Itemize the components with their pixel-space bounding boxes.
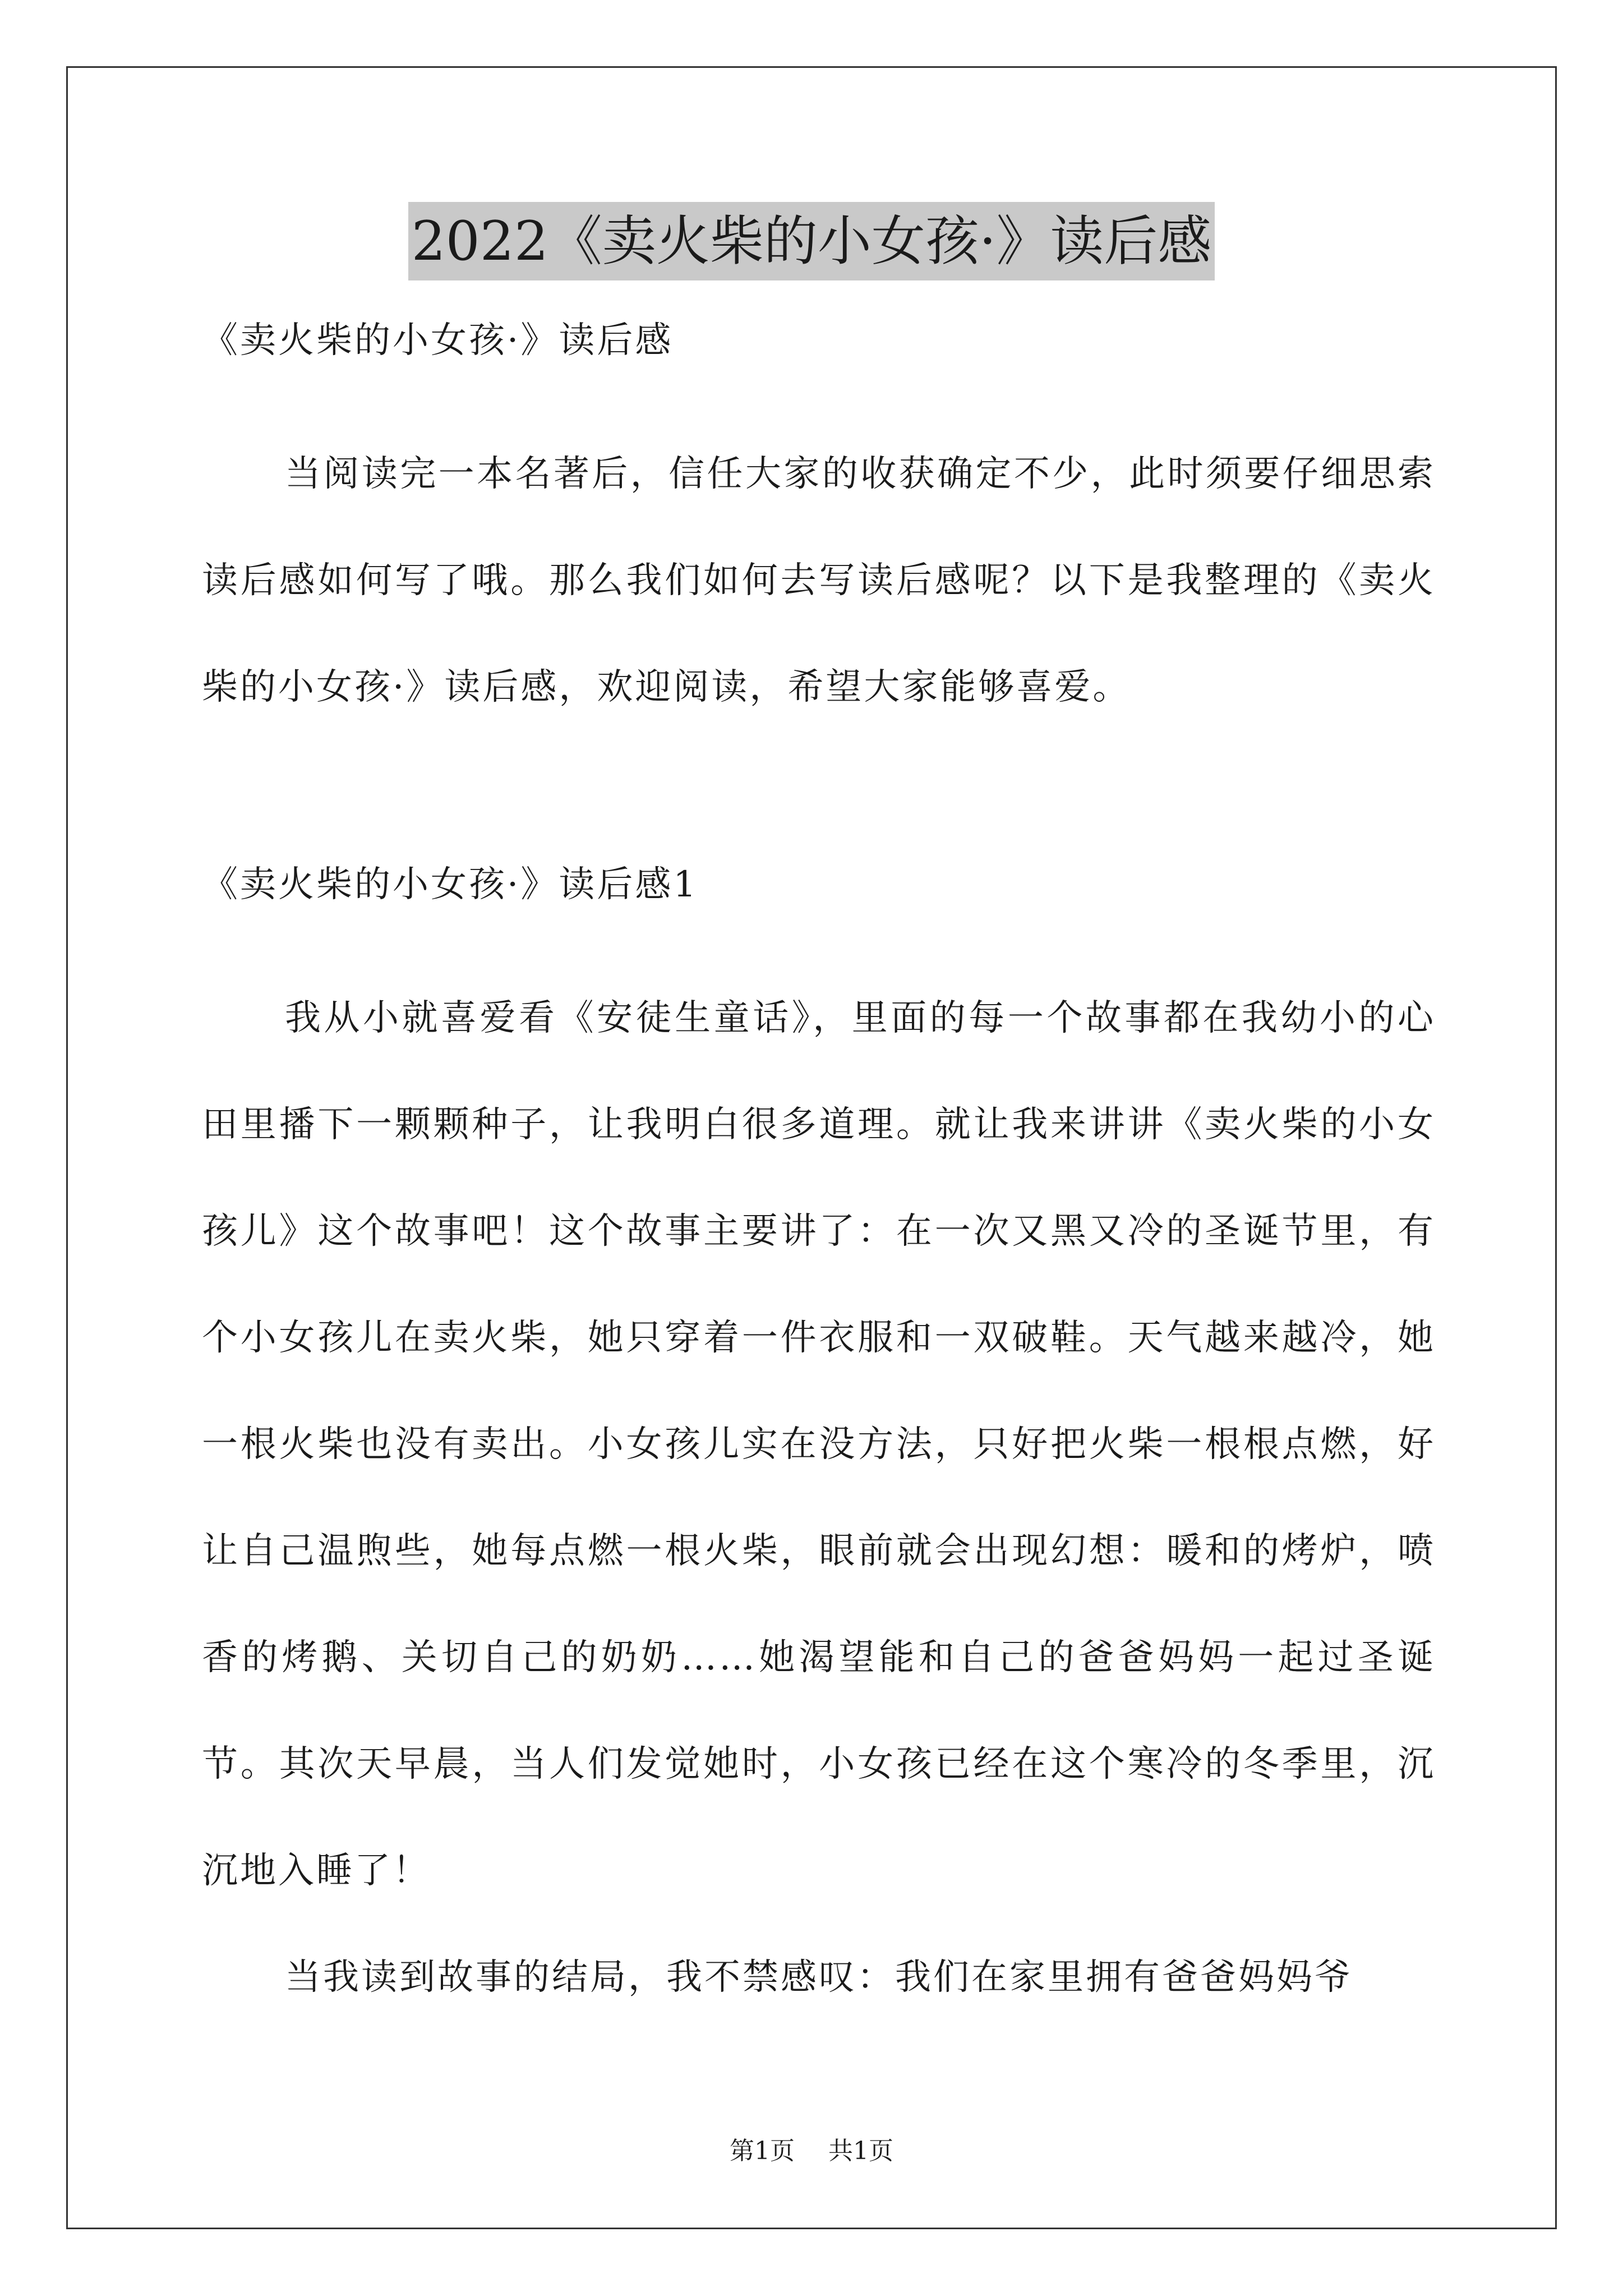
- section1-paragraph-2: 当我读到故事的结局，我不禁感叹：我们在家里拥有爸爸妈妈爷: [285, 1957, 1353, 1998]
- intro-heading: 《卖火柴的小女孩·》读后感: [202, 320, 674, 361]
- page-number-total: 共1页: [828, 2137, 893, 2165]
- intro-paragraph: 当阅读完一本名著后，信任大家的收获确定不少，此时须要仔细思索读后感如何写了哦。那么我们如何去写读后感呢？以下是我整理的《卖火柴的小女孩·》读后感，欢迎阅读，希望大家能够喜爱。: [202, 453, 1436, 708]
- section1-paragraph-1: 我从小就喜爱看《安徒生童话》，里面的每一个故事都在我幼小的心田里播下一颗颗种子，让我明白很多道理。就让我来讲讲《卖火柴的小女孩儿》这个故事吧！这个故事主要讲了：在一次又黑又冷的圣诞节里，有个小女孩儿在卖火柴，她只穿着一件衣服和一双破鞋。天气越来越冷，她一根火柴也没有卖出。小女孩儿实在没方法，只好把火柴一根根点燃，好让自己温煦些，她每点燃一根火柴，眼前就会出现幻想：暖和的烤炉，喷香的烤鹅、关切自己的奶奶……她渴望能和自己的爸爸妈妈一起过圣诞节。其次天早晨，当人们发觉她时，小女孩已经在这个寒冷的冬季里，沉沉地入睡了！: [202, 997, 1436, 1892]
- document-title: 2022《卖火柴的小女孩·》读后感: [408, 202, 1215, 280]
- page-number-current: 第1页: [730, 2137, 795, 2165]
- page-footer: [0, 2134, 1623, 2168]
- document-title-block: [0, 202, 1623, 280]
- document-body: [202, 314, 1436, 2031]
- section1-heading: 《卖火柴的小女孩·》读后感1: [202, 864, 699, 905]
